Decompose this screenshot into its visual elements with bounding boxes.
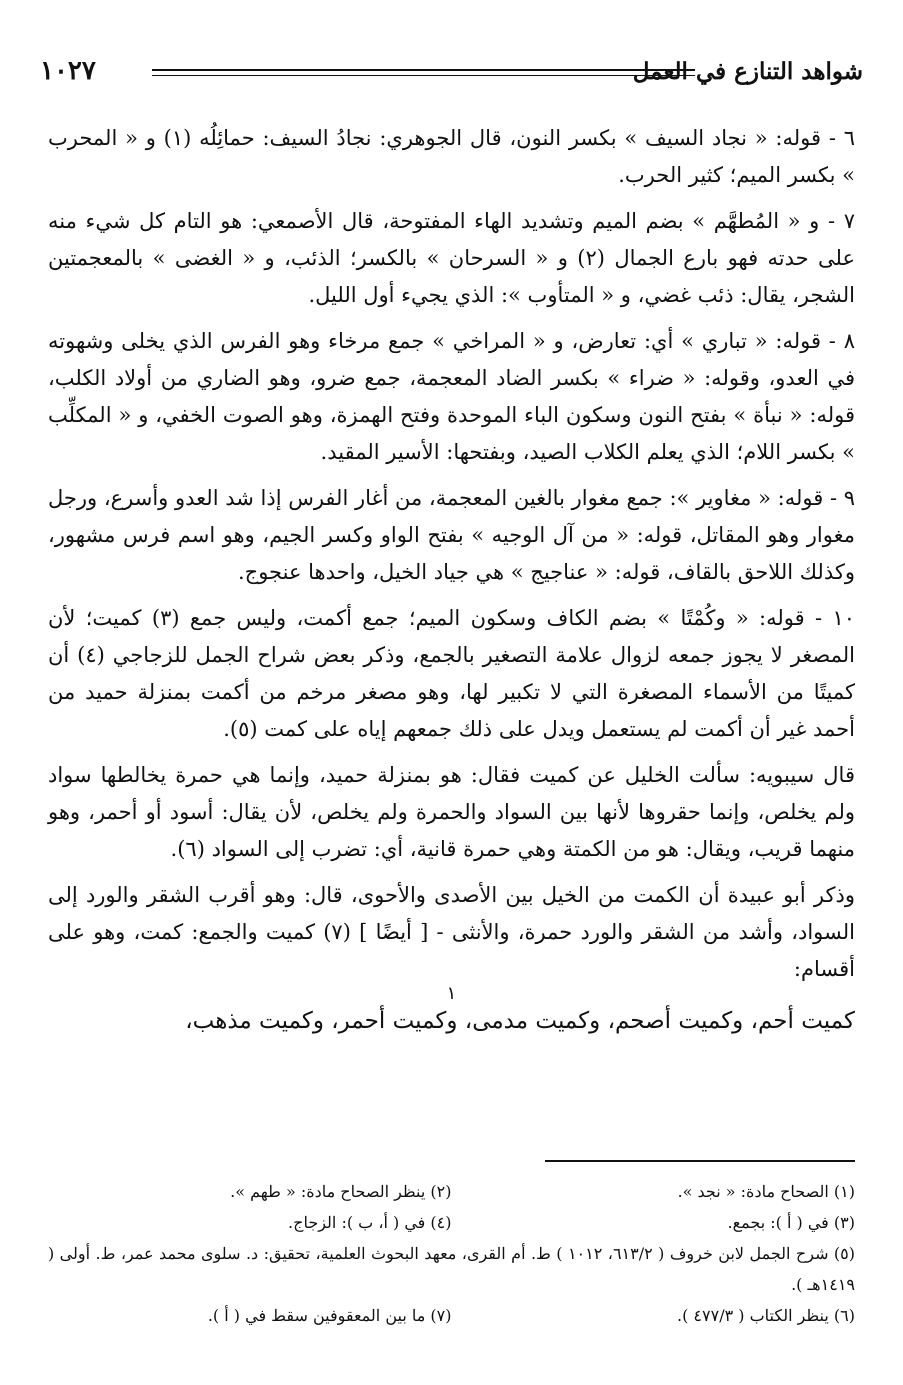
footnote-row [48, 1207, 855, 1238]
paragraph-6: ٦ - قوله: « نجاد السيف » بكسر النون، قال الجوهري: نجادُ السيف: حمائِلُه (١) و « المحرب » بكسر الميم؛ كثير الحرب. [48, 126, 855, 187]
footnote-7: (٧) ما بين المعقوفين سقط في ( أ ). [207, 1306, 452, 1325]
footnote-1: (١) الصحاح مادة: « نجد ». [677, 1182, 855, 1201]
running-header [40, 58, 863, 92]
page-number: ١٠٢٧ [40, 56, 96, 86]
paragraph-10: ١٠ - قوله: « وكُمْتًا » بضم الكاف وسكون الميم؛ جمع أكمت، وليس جمع (٣) كميت؛ لأن المصغر لا يجوز جمعه لزوال علامة التصغير بالجمع، وذكر بعض شراح الجمل للزجاجي (٤) أن كميتًا من الأسماء المصغرة التي لا تكبير لها، وهو مصغر مرخم من أكمت بمنزلة حميد من أحمد غير أن أكمت لم يستعمل ويدل على ذلك جمعهم إياه على كمت (٥). [48, 606, 856, 741]
footnote-separator [545, 1160, 855, 1162]
paragraph-7: ٧ - و « المُطهَّم » بضم الميم وتشديد الهاء المفتوحة، قال الأصمعي: هو التام كل شيء منه على حدته فهو بارع الجمال (٢) و « السرحان » بالكسر؛ الذئب، و « الغضى » بالمعجمتين الشجر، يقال: ذئب غضي، و « المتأوب »: الذي يجيء أول الليل. [48, 209, 855, 307]
paragraph-8: ٨ - قوله: « تباري » أي: تعارض، و « المراخي » جمع مرخاء وهو الفرس الذي يخلى وشهوته في العدو، وقوله: « ضراء » بكسر الضاد المعجمة، جمع ضرو، وهو الضاري من أولاد الكلب، قوله: « نبأة » بفتح النون وسكون الباء الموحدة وفتح الهمزة، وهو الصوت الخفي، و « المكلِّب » بكسر اللام؛ الذي يعلم الكلاب الصيد، وبفتحها: الأسير المقيد. [48, 329, 855, 464]
paragraph-abu-ubayda: وذكر أبو عبيدة أن الكمت من الخيل بين الأصدى والأحوى، قال: وهو أقرب الشقر والورد إلى السواد، وأشد من الشقر والورد حمرة، والأنثى - [ أيضًا ] (٧) كميت والجمع: كمت، وهو على أقسام: [48, 883, 855, 981]
footnote-5: (٥) شرح الجمل لابن خروف ( ٦١٣/٢، ١٠١٢ ) ط. أم القرى، معهد البحوث العلمية، تحقيق: د. سلوى محمد عمر، ط. أولى ( ١٤١٩هـ ). [48, 1244, 856, 1294]
main-text [48, 120, 855, 1049]
footnote-2: (٢) ينظر الصحاح مادة: « طهم ». [230, 1182, 452, 1201]
paragraph-sibawayh: قال سيبويه: سألت الخليل عن كميت فقال: هو بمنزلة حميد، وإنما هي حمرة يخالطها سواد ولم يخلص، وإنما حقروها لأنها بين السواد والحمرة ولم يخلص، لأن يقال: أسود أو أحمر، وهو منهما قريب، ويقال: هو من الكمتة وهي حمرة قانية، أي: تضرب إلى السواد (٦). [48, 763, 855, 861]
footnote-6: (٦) ينظر الكتاب ( ٤٧٧/٣ ). [676, 1306, 855, 1325]
footnote-4: (٤) في ( أ، ب ): الزجاج. [288, 1213, 452, 1232]
running-title: شواهد التنازع في العمل [632, 58, 863, 85]
footnote-3: (٣) في ( أ ): بجمع. [727, 1213, 855, 1232]
footnotes [48, 1176, 855, 1331]
footnote-row [48, 1176, 855, 1207]
margin-mark: ١ [446, 983, 457, 1004]
header-rule [152, 69, 695, 76]
footnote-row [48, 1300, 855, 1331]
paragraph-kumayt-types: كميت أحم، وكميت أصحم، وكميت مدمى، وكميت أحمر، وكميت مذهب، [185, 1008, 855, 1034]
paragraph-9: ٩ - قوله: « مغاوير »: جمع مغوار بالغين المعجمة، من أغار الفرس إذا شد العدو وأسرع، ورجل مغوار وهو المقاتل، قوله: « من آل الوجيه » بفتح الواو وكسر الجيم، وهو اسم فرس مشهور، وكذلك اللاحق بالقاف، قوله: « عناجيج » هي جياد الخيل، واحدها عنجوج. [48, 486, 855, 584]
